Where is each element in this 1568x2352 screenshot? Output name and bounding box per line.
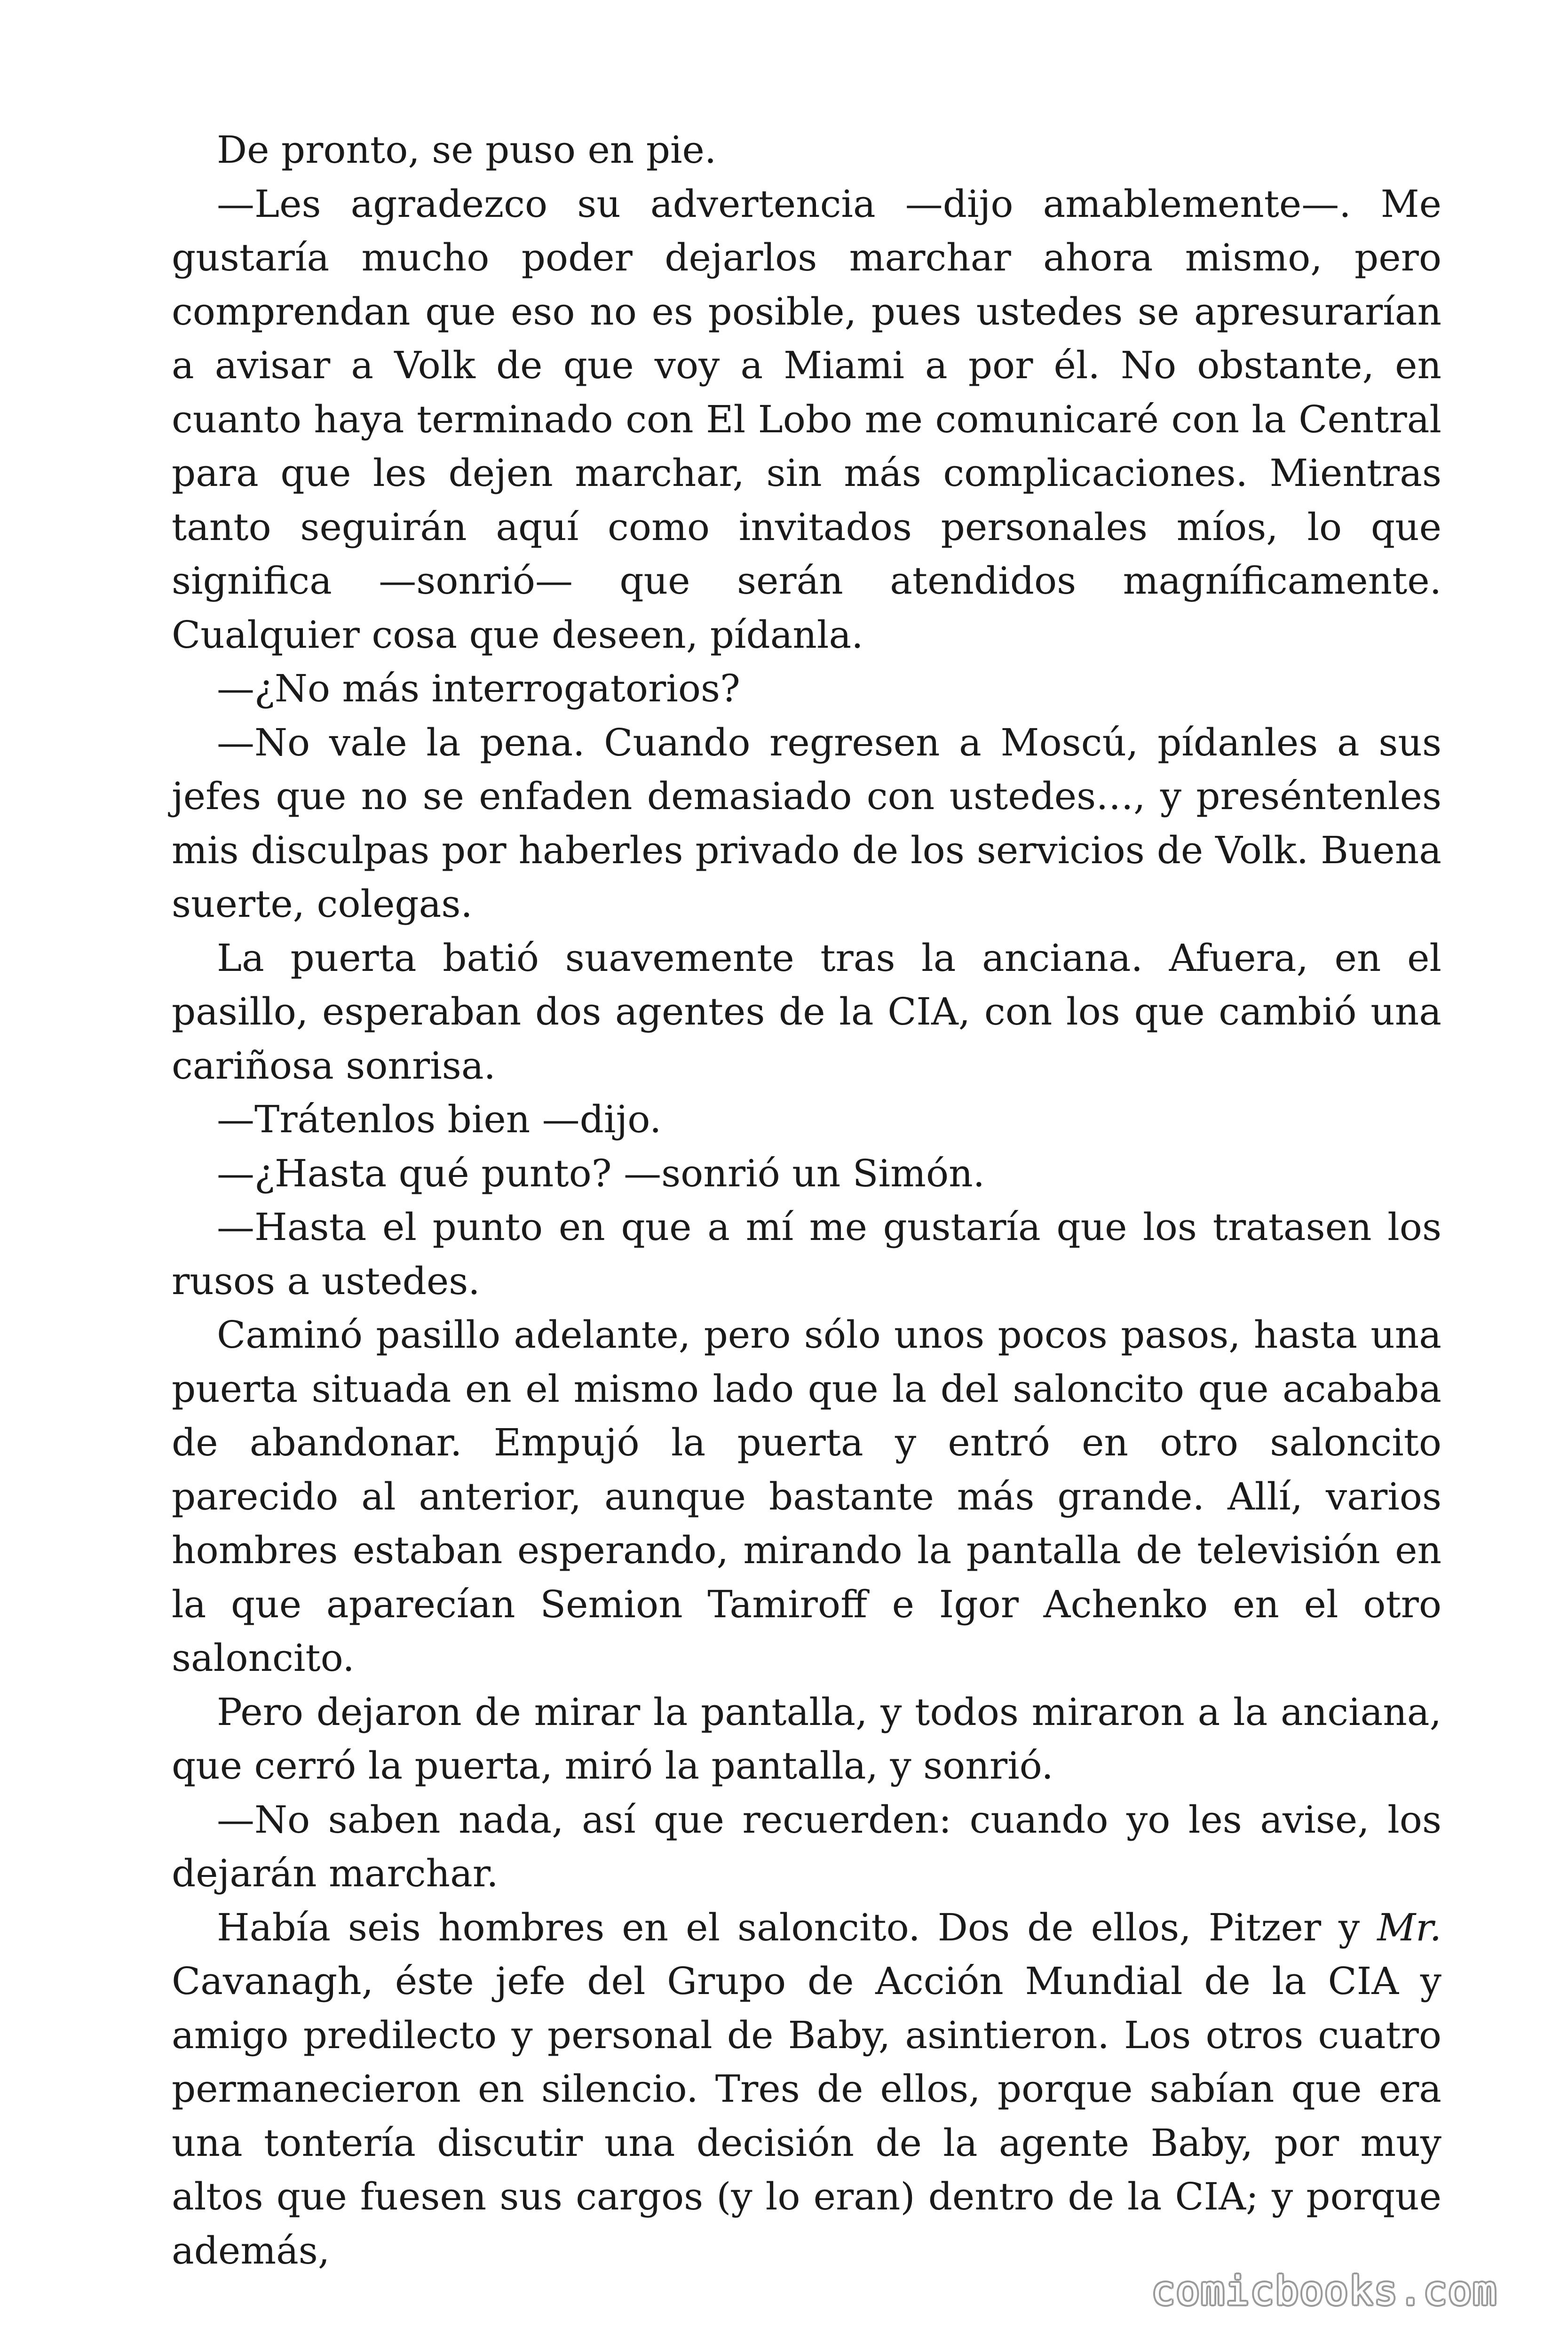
paragraph-last [172,1901,1441,2278]
paragraph-last-part-2: Cavanagh, éste jefe del Grupo de Acción Mundial de la CIA y amigo predilecto y personal de Baby, asintieron. Los otros cuatro permanecieron en silencio. Tres de ellos, porque sabían que era una tontería discutir una decisión de la agente Baby, por muy altos que fuesen sus cargos (y lo eran) dentro de la CIA; y porque además, [172,1959,1441,2273]
paragraph: La puerta batió suavemente tras la anciana. Afuera, en el pasillo, esperaban dos agentes de la CIA, con los que cambió una cariñosa sonrisa. [172,936,1441,1088]
watermark-logo: comicbooks.com [1151,2268,1497,2314]
body-text [172,123,1441,2278]
paragraph-last-part-1: Había seis hombres en el saloncito. Dos de ellos, Pitzer y [217,1905,1378,1949]
paragraph: —¿No más interrogatorios? [217,667,740,710]
paragraph: —Les agradezco su advertencia —dijo amablemente—. Me gustaría mucho poder dejarlos marchar ahora mismo, pero comprendan que eso no es posible, pues ustedes se apresurarían a avisar a Volk de que voy a Miami a por él. No obstante, en cuanto haya terminado con El Lobo me comunicaré con la Central para que les dejen marchar, sin más complicaciones. Mientras tanto seguirán aquí como invitados personales míos, lo que significa —sonrió— que serán atendidos magníficamente. Cualquier cosa que deseen, pídanla. [172,182,1441,657]
paragraph: —Trátenlos bien —dijo. [217,1097,662,1141]
paragraph: —No vale la pena. Cuando regresen a Moscú, pídanles a sus jefes que no se enfaden demasiado con ustedes…, y preséntenles mis disculpas por haberles privado de los servicios de Volk. Buena suerte, colegas. [172,720,1441,926]
paragraph: —No saben nada, así que recuerden: cuando yo les avise, los dejarán marchar. [172,1797,1441,1895]
paragraph: Pero dejaron de mirar la pantalla, y todos miraron a la anciana, que cerró la puerta, miró la pantalla, y sonrió. [172,1690,1441,1788]
paragraph: Caminó pasillo adelante, pero sólo unos pocos pasos, hasta una puerta situada en el mismo lado que la del saloncito que acababa de abandonar. Empujó la puerta y entró en otro saloncito parecido al anterior, aunque bastante más grande. Allí, varios hombres estaban esperando, mirando la pantalla de televisión en la que aparecían Semion Tamiroff e Igor Achenko en el otro saloncito. [172,1313,1441,1680]
paragraph: —Hasta el punto en que a mí me gustaría que los tratasen los rusos a ustedes. [172,1205,1441,1303]
italic-honorific: Mr. [1377,1905,1441,1949]
paragraph: —¿Hasta qué punto? —sonrió un Simón. [217,1151,985,1195]
paragraph: De pronto, se puso en pie. [217,128,717,172]
